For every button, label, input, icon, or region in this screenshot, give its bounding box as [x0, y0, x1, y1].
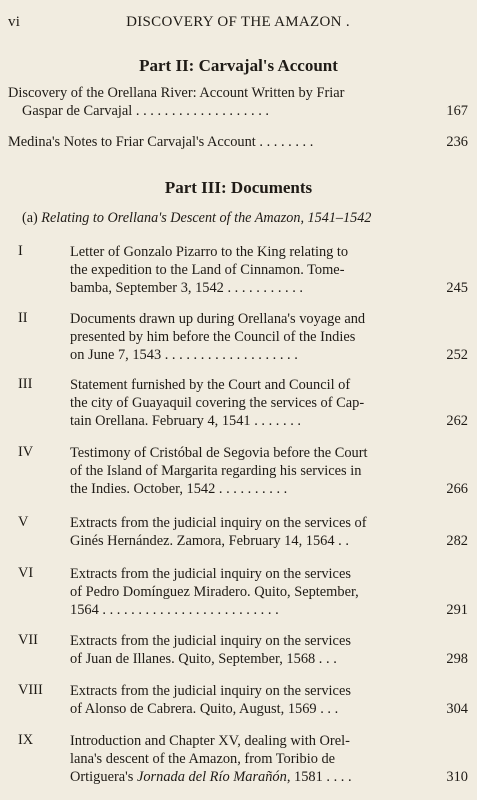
- entry-line: bamba, September 3, 1542 . . . . . . . . . . .: [70, 280, 304, 296]
- entry-line: Gaspar de Carvajal . . . . . . . . . . . . . . . . . . .: [22, 103, 269, 119]
- page-ref: 236: [446, 134, 468, 150]
- entry-line: Extracts from the judicial inquiry on the services: [70, 683, 351, 699]
- entry-line: Testimony of Cristóbal de Segovia before the Court: [70, 445, 368, 461]
- entry-line: Letter of Gonzalo Pizarro to the King relating to: [70, 244, 349, 260]
- entry-line: presented by him before the Council of the Indies: [70, 329, 356, 345]
- entry-line: Ortiguera's Jornada del Río Marañón, 1581 . . . .: [70, 769, 352, 785]
- entry-line: Extracts from the judicial inquiry on the services: [70, 633, 351, 649]
- entry-line: lana's descent of the Amazon, from Toribio de: [70, 751, 336, 767]
- toc-entry: [70, 514, 468, 550]
- page-ref: 310: [446, 769, 468, 785]
- entry-line: Discovery of the Orellana River: Account Written by Friar: [8, 85, 345, 101]
- page-number: vi: [8, 14, 21, 30]
- doc-numeral: IV: [18, 444, 34, 460]
- doc-numeral: IX: [18, 732, 34, 748]
- doc-numeral: VIII: [18, 682, 43, 698]
- entry-line: on June 7, 1543 . . . . . . . . . . . . . . . . . . .: [70, 347, 298, 363]
- toc-entry: [70, 565, 468, 619]
- toc-entry: [70, 310, 468, 364]
- toc-entry: [8, 84, 468, 120]
- page-ref: 298: [446, 651, 468, 667]
- toc-entry: [70, 732, 468, 786]
- entry-line: the expedition to the Land of Cinnamon. Tome-: [70, 262, 345, 278]
- entry-line: of Pedro Domínguez Miradero. Quito, September,: [70, 584, 359, 600]
- doc-numeral: I: [18, 243, 23, 259]
- entry-line: of Juan de Illanes. Quito, September, 1568 . . .: [70, 651, 337, 667]
- subheading-letter: (a): [22, 210, 38, 226]
- page-ref: 304: [446, 701, 468, 717]
- toc-entry: [70, 243, 468, 297]
- entry-line: of the Island of Margarita regarding his services in: [70, 463, 362, 479]
- toc-entry: [70, 632, 468, 668]
- part-2-heading: Part II: Carvajal's Account: [139, 56, 338, 75]
- doc-numeral: II: [18, 310, 28, 326]
- page-ref: 262: [446, 413, 468, 429]
- part-3-heading: Part III: Documents: [164, 178, 313, 197]
- entry-line: 1564 . . . . . . . . . . . . . . . . . . . . . . . . .: [70, 602, 279, 618]
- entry-line: Extracts from the judicial inquiry on the services of: [70, 515, 367, 531]
- toc-entry: [70, 682, 468, 718]
- entry-line: Extracts from the judicial inquiry on the services: [70, 566, 351, 582]
- entry-line: the city of Guayaquil covering the services of Cap-: [70, 395, 365, 411]
- book-title: Jornada del Río Marañón: [136, 769, 287, 785]
- doc-numeral: III: [18, 376, 33, 392]
- entry-line: Medina's Notes to Friar Carvajal's Account . . . . . . . .: [8, 134, 314, 150]
- subheading-text: Relating to Orellana's Descent of the Amazon, 1541–1542: [41, 210, 372, 226]
- entry-line: Introduction and Chapter XV, dealing with Orel-: [70, 733, 350, 749]
- entry-line: Documents drawn up during Orellana's voyage and: [70, 311, 366, 327]
- section-subheading: [22, 210, 371, 227]
- page-ref: 167: [446, 103, 468, 119]
- doc-numeral: VI: [18, 565, 34, 581]
- entry-line: tain Orellana. February 4, 1541 . . . . . . .: [70, 413, 301, 429]
- page-ref: 245: [446, 280, 468, 296]
- doc-numeral: V: [18, 514, 29, 530]
- page-ref: 291: [446, 602, 468, 618]
- entry-line: of Alonso de Cabrera. Quito, August, 1569 . . .: [70, 701, 339, 717]
- entry-line: the Indies. October, 1542 . . . . . . . . . .: [70, 481, 288, 497]
- toc-entry: [70, 376, 468, 430]
- doc-numeral: VII: [18, 632, 38, 648]
- page-ref: 252: [446, 347, 468, 363]
- entry-line: Statement furnished by the Court and Council of: [70, 377, 351, 393]
- page-ref: 266: [446, 481, 468, 497]
- entry-line: Ginés Hernández. Zamora, February 14, 1564 . .: [70, 533, 349, 549]
- toc-entry: [70, 444, 468, 498]
- page-ref: 282: [446, 533, 468, 549]
- running-title: DISCOVERY OF THE AMAZON .: [126, 14, 350, 30]
- toc-entry: [8, 133, 468, 151]
